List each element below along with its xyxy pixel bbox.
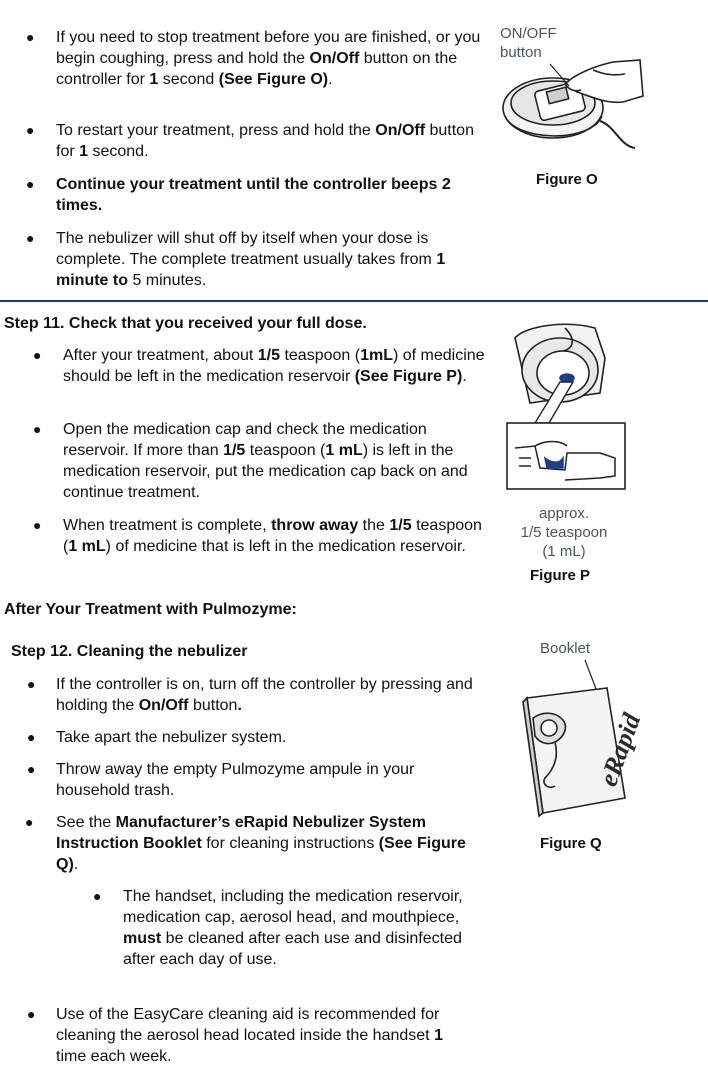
booklet-brand: eRapid [593, 709, 647, 791]
list-item: ● See the Manufacturer’s eRapid Nebulizer System Instruction Booklet for cleaning instructions (See Figure Q). [25, 814, 466, 873]
bullet-text: The nebulizer will shut off by itself when your dose is complete. The complete treatment usually takes from 1 minute to 5 minutes. [56, 230, 446, 289]
figure-o-label: Figure O [536, 171, 598, 188]
bold-text: 1/5 [223, 442, 246, 459]
bold-text: 1 [149, 71, 159, 88]
step12-bullets [25, 674, 486, 875]
list-item: ● If you need to stop treatment before you are finished, or you begin coughing, press and hold the On/Off button on the controller for 1 second (See Figure O). [26, 29, 481, 88]
bold-text: On/Off [375, 122, 426, 139]
bold-text: Continue your treatment until the controller beeps 2 times. [56, 176, 451, 214]
bold-text: Manufacturer’s eRapid Nebulizer System Instruction Booklet [56, 814, 426, 852]
bold-text: (See Figure Q) [56, 835, 466, 873]
figure-o-callout: ON/OFF button [500, 25, 557, 61]
bold-text: 1 [434, 1027, 443, 1044]
after-treatment-heading: After Your Treatment with Pulmozyme: [4, 601, 297, 618]
list-item: ● After your treatment, about 1/5 teaspoon (1mL) of medicine should be left in the medication reservoir (See Figure P). [33, 347, 485, 385]
list-item: ● When treatment is complete, throw away the 1/5 teaspoon (1 mL) of medicine that is left in the medication reservoir. [33, 517, 482, 555]
figure-q-illustration [515, 658, 647, 823]
bold-text: must [123, 930, 162, 947]
bullet-text: Use of the EasyCare cleaning aid is recommended for cleaning the aerosol head located inside the handset 1 time each week. [56, 1006, 443, 1065]
note-line: approx. [538, 505, 590, 522]
bold-text: 1 minute to [56, 251, 446, 289]
figure-p-label: Figure P [530, 567, 591, 584]
bold-text: 1 mL [68, 538, 106, 555]
bullet-text: Throw away the empty Pulmozyme ampule in your household trash. [56, 761, 415, 799]
bold-text: throw away [271, 517, 359, 534]
figure-o-illustration [495, 56, 645, 166]
list-item: ● If the controller is on, turn off the controller by pressing and holding the On/Off button. [27, 676, 473, 714]
note-line: (1 mL) [542, 543, 586, 560]
step11-bullets [33, 345, 485, 557]
list-item: ● Take apart the nebulizer system. [27, 729, 287, 746]
list-item: ● Continue your treatment until the controller beeps 2 times. [26, 176, 451, 214]
bullet-text: After your treatment, about 1/5 teaspoon (1mL) of medicine should be left in the medication reservoir (See Figure P). [63, 347, 485, 385]
bold-text: (See Figure O) [218, 71, 329, 88]
step12-heading: Step 12. Cleaning the nebulizer [11, 643, 248, 660]
bullet-text [56, 176, 451, 214]
bold-text: 1mL [360, 347, 393, 364]
figure-p-note [505, 504, 623, 561]
bold-text: (See Figure P) [354, 368, 463, 385]
bold-text: 1/5 [257, 347, 281, 364]
figure-q-label: Figure Q [540, 835, 602, 852]
bullet-text: The handset, including the medication reservoir, medication cap, aerosol head, and mouthpiece, must be cleaned after each use and disinfected after each day of use. [123, 888, 463, 968]
bold-text: 1 mL [325, 442, 363, 459]
step12-sub-bullets [93, 886, 478, 970]
bold-text: 1 [79, 143, 89, 160]
step12-last-bullets [27, 1004, 476, 1067]
step11-heading: Step 11. Check that you received your full dose. [4, 315, 367, 332]
bullet-text: Open the medication cap and check the medication reservoir. If more than 1/5 teaspoon (1 mL) is left in the medication reservoir, put the medication cap back on and continue treatment. [63, 421, 468, 501]
bold-text: On/Off [138, 697, 189, 714]
bullet-text: See the Manufacturer’s eRapid Nebulizer System Instruction Booklet for cleaning instructions (See Figure Q). [56, 814, 466, 873]
bullet-text: If the controller is on, turn off the controller by pressing and holding the On/Off button. [56, 676, 473, 714]
figure-p-illustration [505, 318, 630, 498]
bullet-text: Take apart the nebulizer system. [56, 729, 287, 746]
list-item: ● Use of the EasyCare cleaning aid is recommended for cleaning the aerosol head located inside the handset 1 time each week. [27, 1006, 443, 1065]
section-divider [0, 300, 708, 302]
list-item: ● The nebulizer will shut off by itself when your dose is complete. The complete treatment usually takes from 1 minute to 5 minutes. [26, 230, 446, 289]
list-item: ● Throw away the empty Pulmozyme ampule in your household trash. [27, 761, 415, 799]
bullet-text: When treatment is complete, throw away the 1/5 teaspoon (1 mL) of medicine that is left in the medication reservoir. [63, 517, 482, 555]
list-item: ● The handset, including the medication reservoir, medication cap, aerosol head, and mouthpiece, must be cleaned after each use and disinfected after each day of use. [93, 888, 463, 968]
note-line: 1/5 teaspoon [520, 524, 608, 541]
section1-bullets [26, 27, 481, 291]
list-item: ● To restart your treatment, press and hold the On/Off button for 1 second. [26, 122, 474, 160]
bullet-text: To restart your treatment, press and hold the On/Off button for 1 second. [56, 122, 474, 160]
bold-text: On/Off [309, 50, 360, 67]
list-item: ● Open the medication cap and check the medication reservoir. If more than 1/5 teaspoon (1 mL) is left in the medication reservoir, put the medication cap back on and continue treatment. [33, 421, 468, 501]
bullet-text: If you need to stop treatment before you are finished, or you begin coughing, press and hold the On/Off button on the controller for 1 second (See Figure O). [56, 29, 481, 88]
bold-text: 1/5 [389, 517, 412, 534]
figure-q-callout: Booklet [540, 640, 591, 657]
bold-text: . [237, 697, 242, 714]
